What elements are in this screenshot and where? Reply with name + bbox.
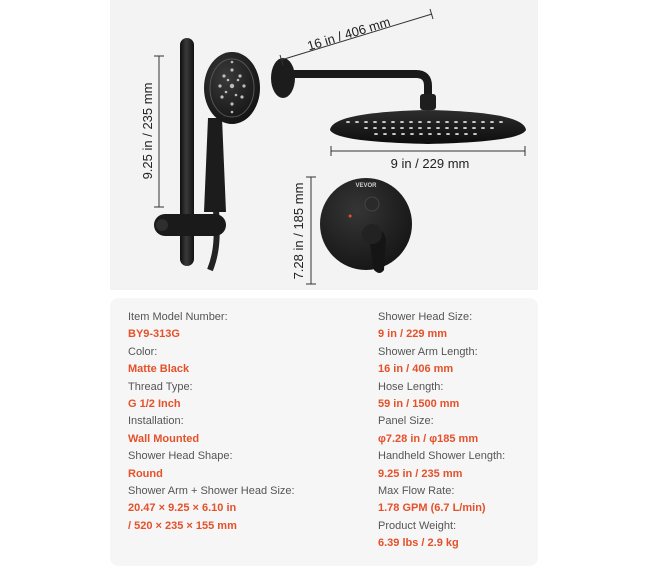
spray-hole (418, 127, 422, 129)
svg-text:●: ● (348, 213, 353, 220)
handheld-handle (204, 118, 226, 212)
spray-hole (382, 121, 386, 123)
spray-hole (445, 127, 449, 129)
spray-hole (355, 121, 359, 123)
spray-hole (464, 133, 468, 135)
spec-value: 1.78 GPM (6.7 L/min) (378, 502, 486, 515)
spec-label: Panel Size: (378, 415, 434, 428)
spec-value: Matte Black (128, 363, 190, 376)
spray-hole (436, 127, 440, 129)
spray-hole (490, 127, 494, 129)
spec-value: Round (128, 467, 163, 480)
spec-label: Hose Length: (378, 380, 444, 393)
spray-hole (401, 133, 405, 135)
spray-hole (346, 121, 350, 123)
spray-hole (446, 133, 450, 135)
spec-label: Handheld Shower Length: (378, 450, 506, 463)
spray-hole (472, 127, 476, 129)
ball-joint (420, 94, 436, 110)
spray-hole (437, 133, 441, 135)
spray-hole (383, 133, 387, 135)
specs-right-column (378, 309, 505, 552)
spray-hole (428, 133, 432, 135)
valve-trim-plate (320, 178, 412, 270)
panel-size-label: 7.28 in / 185 mm (291, 182, 306, 280)
spray-hole (481, 127, 485, 129)
spray-hole (463, 127, 467, 129)
diverter-knob (365, 197, 379, 211)
spec-value: 16 in / 406 mm (378, 363, 454, 376)
spec-label: Shower Arm + Shower Head Size: (128, 484, 295, 497)
spec-label: Product Weight: (378, 519, 457, 532)
spray-hole (445, 121, 449, 123)
spray-hole (400, 127, 404, 129)
spray-hole (472, 121, 476, 123)
spray-hole (374, 133, 378, 135)
spray-hole (373, 121, 377, 123)
spray-hole (391, 127, 395, 129)
spray-hole (436, 121, 440, 123)
specs-left-column (128, 309, 295, 535)
specifications-card (110, 298, 538, 566)
handheld-length-label: 9.25 in / 235 mm (140, 82, 155, 180)
spray-hole (409, 127, 413, 129)
spray-hole (364, 121, 368, 123)
rain-shower-head (330, 110, 526, 144)
brand-logo: VEVOR (355, 183, 377, 189)
spec-label: Shower Head Size: (378, 311, 473, 323)
spray-hole (463, 121, 467, 123)
spray-hole (400, 121, 404, 123)
spray-hole (427, 121, 431, 123)
head-diameter-label: 9 in / 229 mm (390, 156, 470, 171)
spec-label: Max Flow Rate: (378, 484, 455, 497)
spray-hole (410, 133, 414, 135)
shower-arm (290, 74, 428, 96)
spec-value: φ7.28 in / φ185 mm (378, 432, 479, 445)
spray-hole (409, 121, 413, 123)
spec-value: BY9-313G (128, 328, 180, 341)
spray-hole (454, 121, 458, 123)
spec-label: Installation: (128, 415, 184, 428)
spec-value: 20.47 × 9.25 × 6.10 in (128, 502, 237, 515)
spec-value: 9 in / 229 mm (378, 328, 448, 341)
spec-label: Shower Head Shape: (128, 450, 233, 463)
spray-hole (382, 127, 386, 129)
spec-label: Item Model Number: (128, 311, 228, 323)
spray-hole (391, 121, 395, 123)
spec-value: Wall Mounted (128, 432, 200, 445)
spec-label: Shower Arm Length: (378, 345, 478, 358)
spray-hole (427, 127, 431, 129)
spec-label: Thread Type: (128, 380, 193, 393)
spec-value: G 1/2 Inch (128, 397, 181, 410)
spray-hole (364, 127, 368, 129)
spray-hole (499, 121, 503, 123)
spray-hole (454, 127, 458, 129)
spray-hole (481, 121, 485, 123)
spray-hole (455, 133, 459, 135)
spray-hole (419, 133, 423, 135)
spec-value: 9.25 in / 235 mm (378, 467, 463, 480)
spray-hole (490, 121, 494, 123)
spec-value: 59 in / 1500 mm (378, 397, 460, 410)
spray-hole (418, 121, 422, 123)
spray-hole (392, 133, 396, 135)
spec-value: 6.39 lbs / 2.9 kg (378, 537, 459, 550)
spec-label: Color: (128, 345, 158, 358)
spec-value-continued: / 520 × 235 × 155 mm (128, 519, 237, 532)
arm-length-label: 16 in / 406 mm (305, 13, 392, 54)
spray-hole (473, 133, 477, 135)
spray-hole (373, 127, 377, 129)
